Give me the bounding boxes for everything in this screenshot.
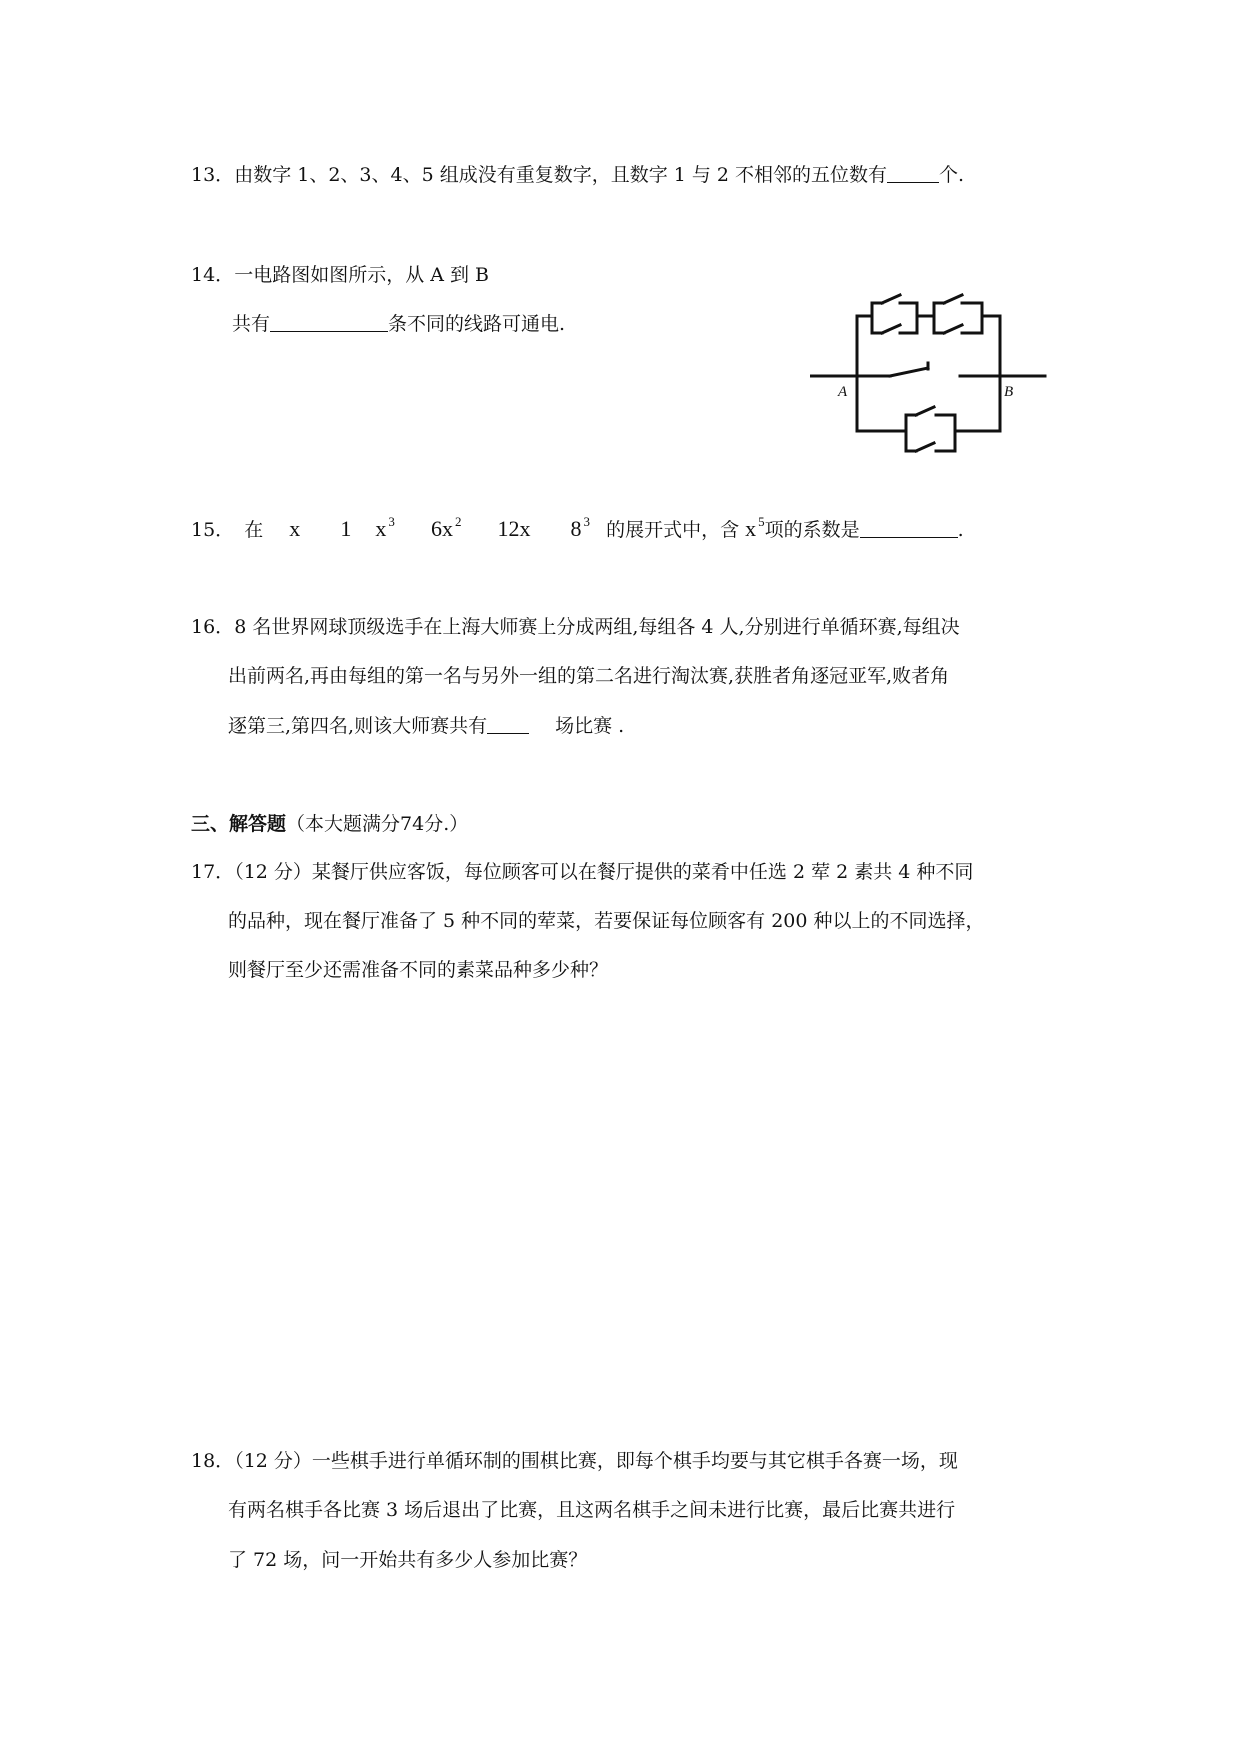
q18-line3	[228, 1548, 587, 1572]
q18-text-line3: 了 72 场，问一开始共有多少人参加比赛？	[228, 1549, 588, 1571]
q15-x5-base: x	[745, 516, 757, 541]
q14-text: 一电路图如图所示，从 A 到 B	[234, 264, 489, 286]
q15-term-x3-base: x	[375, 516, 387, 541]
q15-term-12x: 12x	[497, 516, 531, 541]
q13-text: 由数字 1、2、3、4、5 组成没有重复数字，且数字 1 与 2 不相邻的五位数有	[234, 164, 888, 186]
q17-line1	[191, 860, 973, 884]
q14-number: 14．	[191, 264, 235, 286]
section3-title: 三、解答题	[191, 813, 287, 835]
q15-term-8-exp: 3	[583, 514, 591, 529]
q15-suffix-end: .	[957, 519, 964, 541]
circuit-label-a: A	[838, 384, 848, 400]
q15-suffix: 项的系数是	[764, 519, 860, 541]
q18-text-line1: （12 分）一些棋手进行单循环制的围棋比赛，即每个棋手均要与其它棋手各赛一场，现	[234, 1450, 958, 1472]
q17-line2	[228, 909, 985, 933]
q14-line2	[232, 312, 565, 336]
q15-answer-blank[interactable]	[860, 519, 958, 538]
q15-x5	[745, 516, 765, 541]
q15-term-8-base: 8	[570, 516, 582, 541]
q14-text-after: 条不同的线路可通电.	[388, 313, 566, 335]
q15-term-6x2	[431, 516, 462, 541]
circuit-label-b: B	[1004, 384, 1014, 400]
q15-number: 15．	[191, 519, 235, 541]
q16-answer-blank[interactable]	[487, 715, 529, 734]
q16-text-line1: 8 名世界网球顶级选手在上海大师赛上分成两组,每组各 4 人,分别进行单循环赛,每组决	[234, 616, 960, 638]
q15-term-6x2-exp: 2	[454, 514, 462, 529]
q17-text-line2: 的品种，现在餐厅准备了 5 种不同的荤菜，若要保证每位顾客有 200 种以上的不同选择，	[228, 910, 985, 932]
q13-text-end: 个.	[939, 164, 965, 186]
q15-line	[191, 514, 964, 544]
q16-line3	[228, 714, 624, 738]
q17-text-line3: 则餐厅至少还需准备不同的素菜品种多少种？	[228, 959, 609, 981]
q16-number: 16．	[191, 616, 235, 638]
q16-line2	[228, 664, 949, 688]
q16-text-line2: 出前两名,再由每组的第一名与另外一组的第二名进行淘汰赛,获胜者角逐冠亚军,败者角	[228, 665, 950, 687]
q15-prefix: 在	[244, 519, 264, 541]
section3-heading	[191, 812, 468, 836]
q13-line	[191, 163, 964, 187]
q14-answer-blank[interactable]	[270, 313, 388, 332]
circuit-diagram	[810, 283, 1060, 468]
q15-term-6x2-base: 6x	[430, 516, 453, 541]
q17-line3	[228, 958, 608, 982]
q13-answer-blank[interactable]	[887, 164, 939, 183]
q15-term-1: 1	[340, 516, 352, 541]
q16-text-line3-end: 场比赛 .	[555, 715, 625, 737]
q17-text-line1: （12 分）某餐厅供应客饭，每位顾客可以在餐厅提供的菜肴中任选 2 荤 2 素共 4 种不同	[234, 861, 974, 883]
q18-line2	[228, 1498, 955, 1522]
section3-note: （本大题满分74分.）	[286, 813, 469, 835]
q15-mid-text: 的展开式中，含	[606, 519, 740, 541]
q18-number: 18．	[191, 1450, 235, 1472]
q15-x5-exp: 5	[758, 514, 765, 529]
q15-term-8	[571, 516, 591, 541]
q18-line1	[191, 1449, 958, 1473]
q16-line1	[191, 615, 960, 639]
q18-text-line2: 有两名棋手各比赛 3 场后退出了比赛，且这两名棋手之间未进行比赛，最后比赛共进行	[228, 1499, 956, 1521]
q13-number: 13．	[191, 164, 235, 186]
q15-term-x3-exp: 3	[388, 514, 395, 529]
q14-line1	[191, 263, 489, 287]
q14-text-before: 共有	[232, 313, 271, 335]
q16-text-line3: 逐第三,第四名,则该大师赛共有	[228, 715, 488, 737]
q15-term-x3	[375, 516, 395, 541]
q15-term-x: x	[289, 516, 301, 541]
q17-number: 17．	[191, 861, 235, 883]
